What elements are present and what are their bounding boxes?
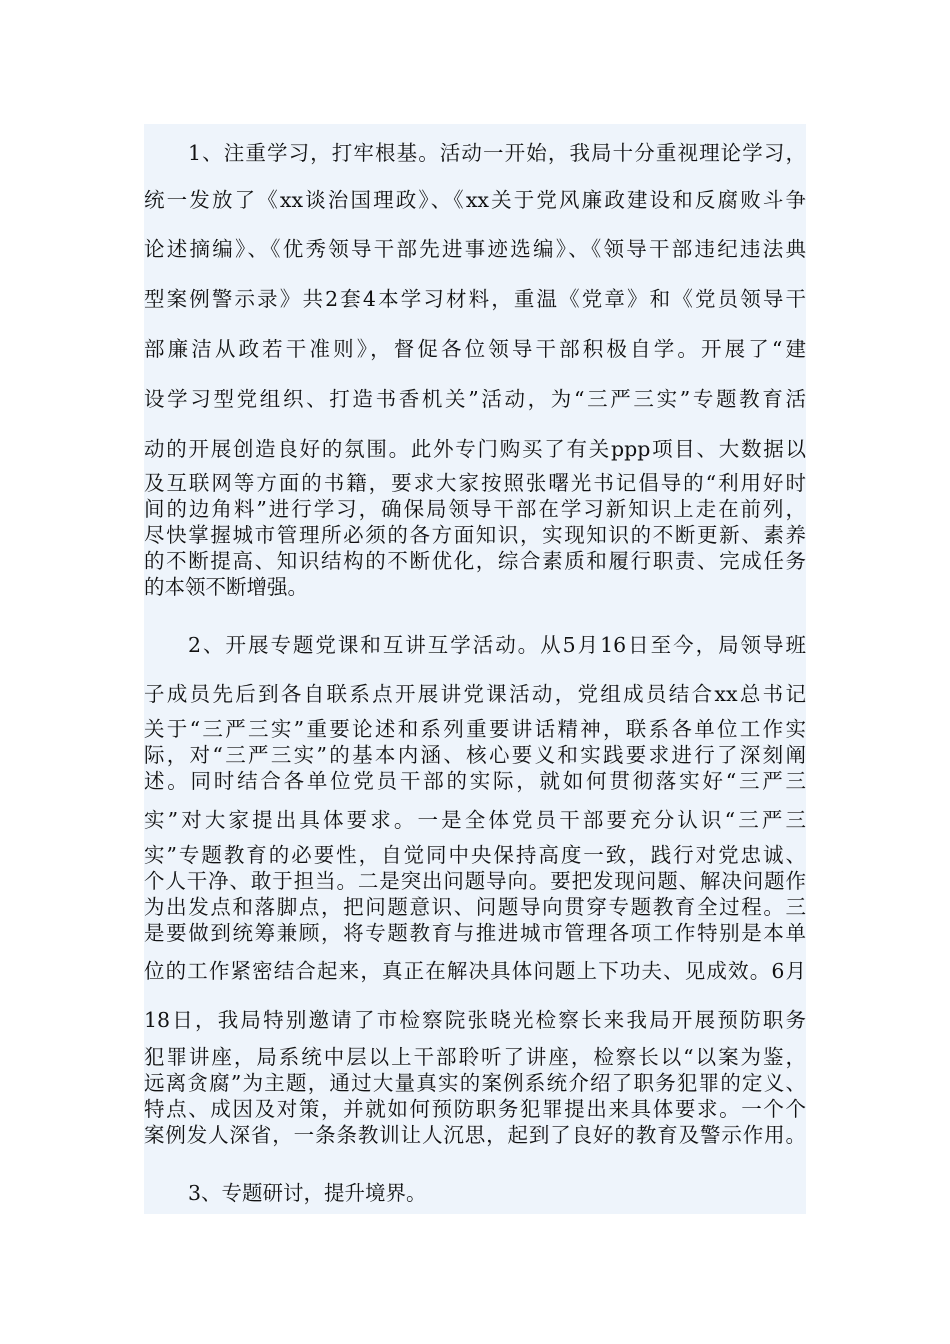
paragraph-line: 述。同时结合各单位党员干部的实际，就如何贯彻落实好“三严三	[144, 769, 806, 793]
paragraph-line: 特点、成因及对策，并就如何预防职务犯罪提出来具体要求。一个个	[144, 1097, 806, 1121]
paragraph-line: 部廉洁从政若干准则》，督促各位领导干部积极自学。开展了“建	[144, 337, 806, 361]
document-body	[144, 124, 806, 1214]
paragraph-line: 3、专题研讨，提升境界。	[188, 1181, 427, 1205]
paragraph-line: 1、注重学习，打牢根基。活动一开始，我局十分重视理论学习，	[188, 141, 806, 165]
paragraph-line: 论述摘编》、《优秀领导干部先进事迹选编》、《领导干部违纪违法典	[144, 237, 806, 261]
paragraph-line: 子成员先后到各自联系点开展讲党课活动，党组成员结合xx总书记	[144, 682, 806, 706]
paragraph-line: 际，对“三严三实”的基本内涵、核心要义和实践要求进行了深刻阐	[144, 743, 806, 767]
paragraph-line: 18日，我局特别邀请了市检察院张晓光检察长来我局开展预防职务	[144, 1008, 806, 1032]
paragraph-line: 设学习型党组织、打造书香机关”活动，为“三严三实”专题教育活	[144, 387, 806, 411]
paragraph-line: 尽快掌握城市管理所必须的各方面知识，实现知识的不断更新、素养	[144, 523, 806, 547]
paragraph-line: 远离贪腐”为主题，通过大量真实的案例系统介绍了职务犯罪的定义、	[144, 1071, 806, 1095]
paragraph-line: 2、开展专题党课和互讲互学活动。从5月16日至今，局领导班	[188, 633, 806, 657]
paragraph-line: 为出发点和落脚点，把问题意识、问题导向贯穿专题教育全过程。三	[144, 895, 806, 919]
paragraph-line: 型案例警示录》共2套4本学习材料，重温《党章》和《党员领导干	[144, 287, 806, 311]
paragraph-line: 间的边角料”进行学习，确保局领导干部在学习新知识上走在前列，	[144, 497, 806, 521]
paragraph-line: 实”对大家提出具体要求。一是全体党员干部要充分认识“三严三	[144, 808, 806, 832]
paragraph-line: 位的工作紧密结合起来，真正在解决具体问题上下功夫、见成效。6月	[144, 959, 806, 983]
paragraph-line: 是要做到统筹兼顾，将专题教育与推进城市管理各项工作特别是本单	[144, 921, 806, 945]
paragraph-line: 动的开展创造良好的氛围。此外专门购买了有关ppp项目、大数据以	[144, 437, 806, 461]
paragraph-line: 案例发人深省，一条条教训让人沉思，起到了良好的教育及警示作用。	[144, 1123, 806, 1147]
paragraph-line: 实”专题教育的必要性，自觉同中央保持高度一致，践行对党忠诚、	[144, 843, 806, 867]
paragraph-line: 及互联网等方面的书籍，要求大家按照张曙光书记倡导的“利用好时	[144, 471, 806, 495]
paragraph-line: 的本领不断增强。	[144, 575, 308, 599]
paragraph-line: 关于“三严三实”重要论述和系列重要讲话精神，联系各单位工作实	[144, 717, 806, 741]
paragraph-line: 个人干净、敢于担当。二是突出问题导向。要把发现问题、解决问题作	[144, 869, 806, 893]
paragraph-line: 犯罪讲座，局系统中层以上干部聆听了讲座，检察长以“以案为鉴，	[144, 1045, 806, 1069]
paragraph-line: 统一发放了《xx谈治国理政》、《xx关于党风廉政建设和反腐败斗争	[144, 188, 806, 212]
paragraph-line: 的不断提高、知识结构的不断优化，综合素质和履行职责、完成任务	[144, 549, 806, 573]
